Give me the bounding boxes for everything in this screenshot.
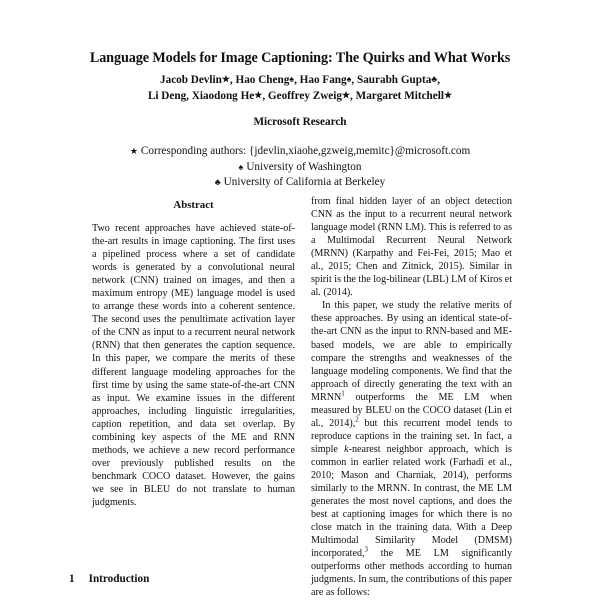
author-name: Jacob Devlin xyxy=(160,74,222,86)
affiliation-text: Corresponding authors: {jdevlin,xiaohe,gzweig,memitc}@microsoft.com xyxy=(140,145,471,157)
para2-text-d: -nearest neighbor approach, which is common in earlier related work (Farhadi et al., 2010; Mason and Charniak, 2014), performs similarly to the MRNN. In contrast, the ME LM generates the most novel captions, and does the best at captioning images for which there is no close match in the training data. With a Deep Multimodal Similarity Model (DMSM) incorporated, xyxy=(311,443,512,560)
author-separator: , xyxy=(350,90,356,102)
para2-text-a: In this paper, we study the relative merits of these approaches. By using an identical state-of-the-art CNN as the input to RNN-based and ME-based models, we are able to empirically compare the strengths and weaknesses of the language modeling components. We find that the approach of directly generating the text with an MRNN xyxy=(311,300,512,403)
author-line-2 xyxy=(60,88,540,104)
author-line-1 xyxy=(60,72,540,88)
intro-paragraph-2 xyxy=(311,299,512,599)
author-name: Geoffrey Zweig xyxy=(267,90,342,102)
footnote-ref-2: 2 xyxy=(355,415,359,424)
author-affiliation-mark: ★ xyxy=(221,74,230,84)
author-name: Margaret Mitchell xyxy=(355,90,444,102)
author-separator: , xyxy=(229,74,236,86)
author-affiliation-mark: ★ xyxy=(254,90,263,100)
footnote-ref-1: 1 xyxy=(341,389,345,398)
k-italic: k xyxy=(344,443,349,455)
affiliation-line xyxy=(0,160,600,176)
intro-paragraph-1: from final hidden layer of an object detection CNN as the input to a recurrent neural network language model (RNN LM). This is referred to as a Multimodal Recurrent Neural Network (MRNN) (Karpathy and Fei-Fei, 2015; Mao et al., 2015; Chen and Zitnick, 2015). Similar in spirit is the the log-bilinear (LBL) LM of Kiros et al. (2014). xyxy=(311,196,512,299)
affiliations xyxy=(0,144,600,191)
author-name: Li Deng xyxy=(147,90,187,102)
abstract-heading: Abstract xyxy=(173,199,214,211)
author-separator: , xyxy=(437,74,440,86)
para2-text-b: outperforms the ME LM when measured by BLEU on the COCO dataset (Lin et al., 2014), xyxy=(311,391,512,429)
affiliation-symbol: ★ xyxy=(129,146,138,156)
para2-text-c: but this recurrent model tends to reproduce captions in the training set. In fact, a simple xyxy=(311,417,512,455)
abstract-text: Two recent approaches have achieved state-of-the-art results in image captioning. The first uses a pipelined process where a set of candidate words is generated by a convolutional neural network (CNN) trained on images, and then a maximum entropy (ME) language model is used to arrange these words into a coherent sentence. The second uses the penultimate activation layer of the CNN as input to a recurrent neural network (RNN) that then generates the caption sequence. In this paper, we compare the merits of these different language modeling approaches for the first time by using the same state-of-the-art CNN as input. We examine issues in the different approaches, including linguistic irregularities, caption repetition, and data set overlap. By combining key aspects of the ME and RNN methods, we achieve a new record performance over previously published results on the benchmark COCO dataset. However, the gains we see in BLEU do not translate to human judgments. xyxy=(92,223,295,508)
author-name: Saurabh Gupta xyxy=(356,74,432,86)
left-column xyxy=(92,222,295,509)
paper-title: Language Models for Image Captioning: The Quirks and What Works xyxy=(89,50,511,66)
author-name: Xiaodong He xyxy=(191,90,255,102)
affiliation-text: University of California at Berkeley xyxy=(223,176,386,188)
author-affiliation-mark: ★ xyxy=(341,90,351,100)
para2-text-e: the ME LM significantly outperforms other methods according to human judgments. In sum, the contributions of this paper are as follows: xyxy=(311,548,513,599)
organization: Microsoft Research xyxy=(253,116,347,128)
section-title: Introduction xyxy=(88,573,150,585)
footnote-ref-3: 3 xyxy=(364,545,369,554)
affiliation-line xyxy=(0,175,600,191)
affiliation-line xyxy=(0,144,600,160)
section-heading-introduction xyxy=(69,573,149,585)
author-separator: , xyxy=(351,74,357,86)
affiliation-symbol: ♠ xyxy=(238,161,244,172)
section-number: 1 xyxy=(69,573,75,585)
affiliation-symbol: ♣ xyxy=(214,177,221,187)
author-separator: , xyxy=(294,74,300,86)
author-affiliation-mark: ★ xyxy=(443,90,453,100)
author-separator: , xyxy=(186,90,192,102)
author-list xyxy=(60,72,540,104)
right-column xyxy=(311,195,512,599)
affiliation-text: University of Washington xyxy=(246,160,362,173)
author-name: Hao Cheng xyxy=(235,74,290,86)
author-affiliation-mark: ♠ xyxy=(346,74,352,84)
author-name: Hao Fang xyxy=(299,74,347,86)
author-separator: , xyxy=(262,90,268,102)
author-affiliation-mark: ♣ xyxy=(431,74,438,84)
author-affiliation-mark: ♠ xyxy=(289,74,295,84)
